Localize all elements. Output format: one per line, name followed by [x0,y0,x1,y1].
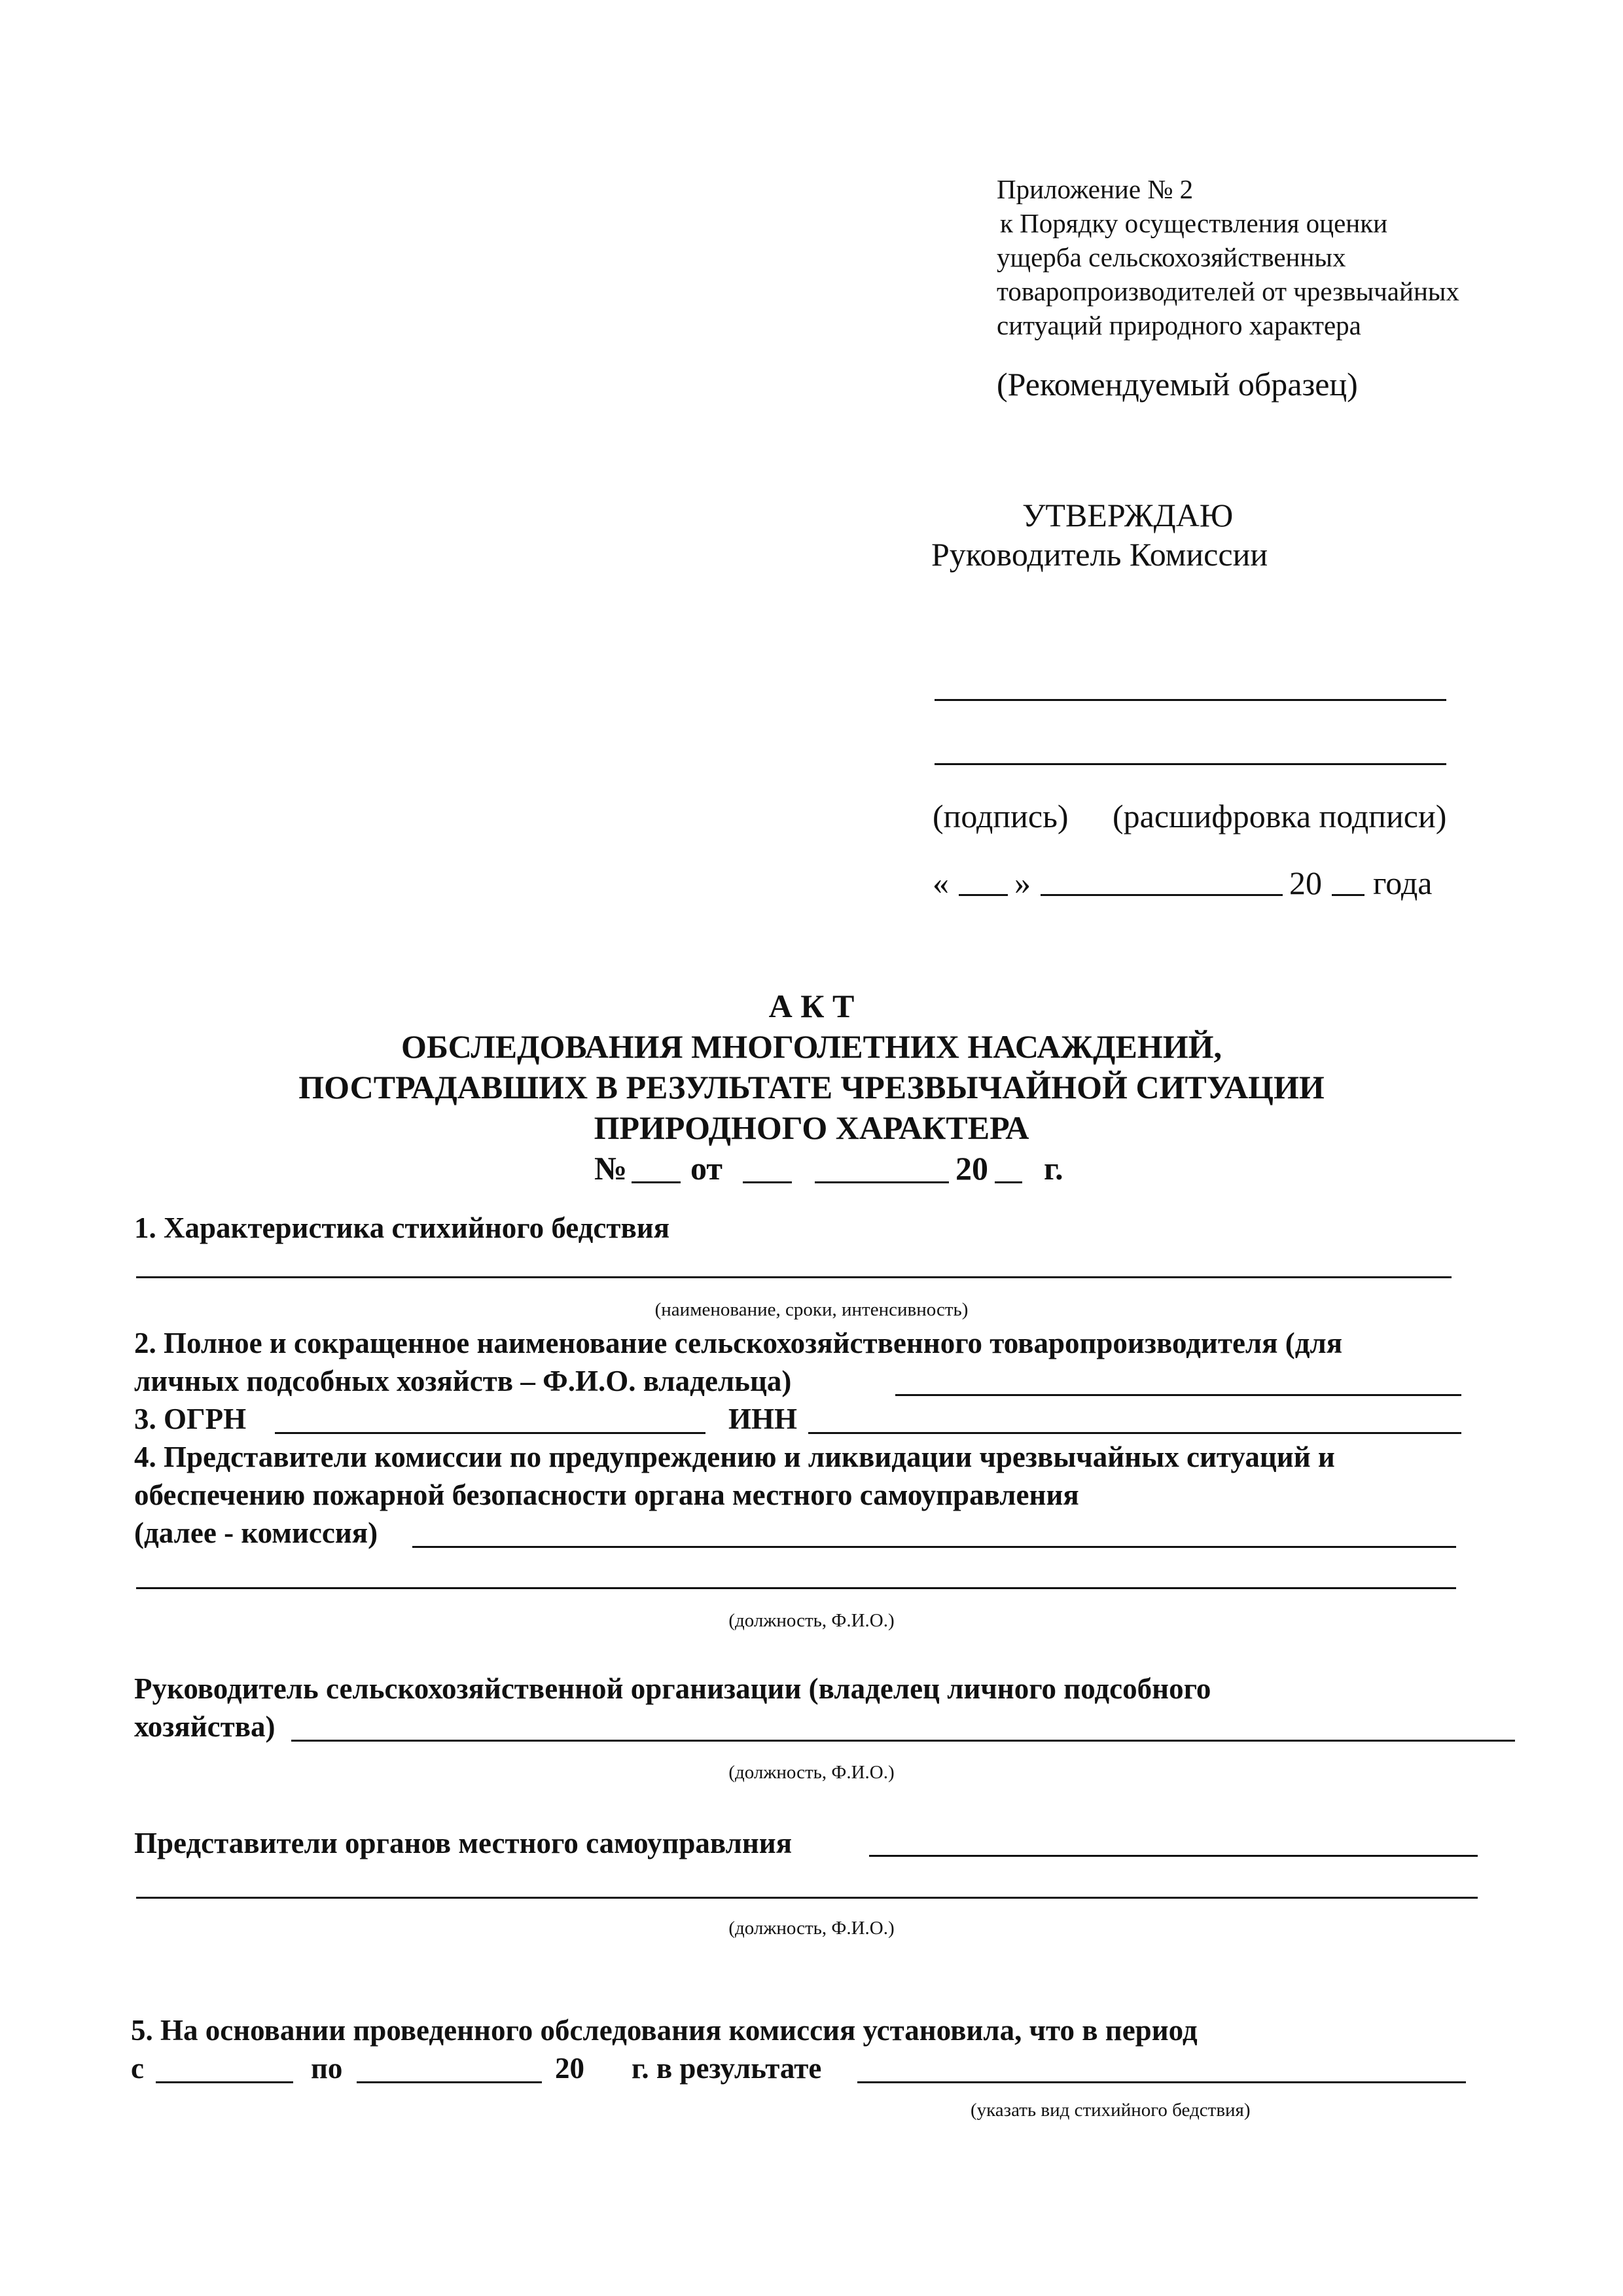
ogrn-field[interactable] [275,1432,705,1434]
section-5-line-1: 5. На основании проведенного обследования комиссия установила, что в период [131,2014,1198,2047]
disaster-type-field[interactable] [857,2081,1466,2083]
appendix-number: Приложение № 2 [997,174,1194,204]
org-head-line-2: хозяйства) [134,1710,276,1743]
date-open-quote: « [933,865,949,901]
approval-year-prefix: 20 [1289,865,1322,901]
appendix-line-3: товаропроизводителей от чрезвычайных [997,276,1459,306]
section-4-line-3: (далее - комиссия) [134,1516,378,1549]
act-heading: А К Т [768,988,855,1024]
disaster-characteristics-caption: (наименование, сроки, интенсивность) [654,1299,969,1320]
approval-year-field[interactable] [1332,894,1364,896]
section-5-to-label: по [311,2052,343,2085]
section-3-inn-label: ИНН [728,1403,798,1435]
org-head-field[interactable] [291,1740,1515,1742]
org-head-line-1: Руководитель сельскохозяйственной организации (владелец личного подсобного [134,1672,1211,1705]
org-head-caption: (должность, Ф.И.О.) [728,1762,895,1783]
appendix-line-2: ущерба сельскохозяйственных [997,242,1346,272]
section-4-line-1: 4. Представители комиссии по предупреждению и ликвидации чрезвычайных ситуаций и [134,1441,1335,1473]
period-end-field[interactable] [357,2081,542,2083]
disaster-characteristics-field[interactable] [136,1276,1452,1278]
act-year-field[interactable] [995,1181,1022,1183]
local-reps-label: Представители органов местного самоуправлния [134,1827,793,1859]
recommended-sample-label: (Рекомендуемый образец) [997,366,1358,403]
act-title-line-1: ОБСЛЕДОВАНИЯ МНОГОЛЕТНИХ НАСАЖДЕНИЙ, [401,1028,1222,1065]
period-start-field[interactable] [156,2081,293,2083]
local-reps-field-2[interactable] [136,1897,1478,1899]
section-5-from-label: с [131,2052,144,2085]
act-title-line-2: ПОСТРАДАВШИХ В РЕЗУЛЬТАТЕ ЧРЕЗВЫЧАЙНОЙ СИТУАЦИИ [298,1069,1325,1105]
commission-head-title: Руководитель Комиссии [931,536,1268,573]
signature-decoding-caption: (расшифровка подписи) [1113,798,1447,834]
act-day-field[interactable] [743,1181,792,1183]
approval-day-field[interactable] [959,894,1008,896]
act-number-field[interactable] [632,1181,681,1183]
approval-year-word: года [1373,865,1433,901]
approval-name-line[interactable] [935,763,1446,765]
date-close-quote: » [1014,865,1031,901]
act-from-word: от [690,1150,722,1187]
approval-month-field[interactable] [1041,894,1283,896]
disaster-type-caption: (указать вид стихийного бедствия) [971,2100,1251,2121]
section-2-line-2: личных подсобных хозяйств – Ф.И.О. владельца) [134,1365,792,1397]
section-5-year-prefix: 20 [555,2052,584,2085]
appendix-line-4: ситуаций природного характера [997,310,1361,340]
approval-signature-line[interactable] [935,699,1446,701]
approve-heading: УТВЕРЖДАЮ [1022,497,1234,533]
section-3-ogrn-label: 3. ОГРН [134,1403,247,1435]
inn-field[interactable] [808,1432,1461,1434]
section-1-label: 1. Характеристика стихийного бедствия [134,1211,670,1244]
appendix-line-1: к Порядку осуществления оценки [1000,208,1388,238]
signature-caption: (подпись) [933,798,1069,834]
local-reps-caption: (должность, Ф.И.О.) [728,1918,895,1939]
act-number-sign: № [594,1150,628,1187]
local-reps-field-1[interactable] [869,1855,1478,1857]
act-year-suffix: г. [1044,1150,1063,1187]
producer-name-field[interactable] [895,1394,1461,1396]
section-5-result-label: г. в результате [632,2052,822,2085]
act-year-prefix: 20 [955,1150,988,1187]
act-month-field[interactable] [815,1181,949,1183]
section-4-line-2: обеспечению пожарной безопасности органа местного самоуправления [134,1479,1079,1511]
commission-members-field-2[interactable] [136,1587,1456,1589]
act-title-line-3: ПРИРОДНОГО ХАРАКТЕРА [594,1109,1029,1146]
commission-members-field-1[interactable] [412,1546,1456,1548]
commission-members-caption: (должность, Ф.И.О.) [728,1610,895,1631]
section-2-line-1: 2. Полное и сокращенное наименование сельскохозяйственного товаропроизводителя (для [134,1327,1343,1359]
